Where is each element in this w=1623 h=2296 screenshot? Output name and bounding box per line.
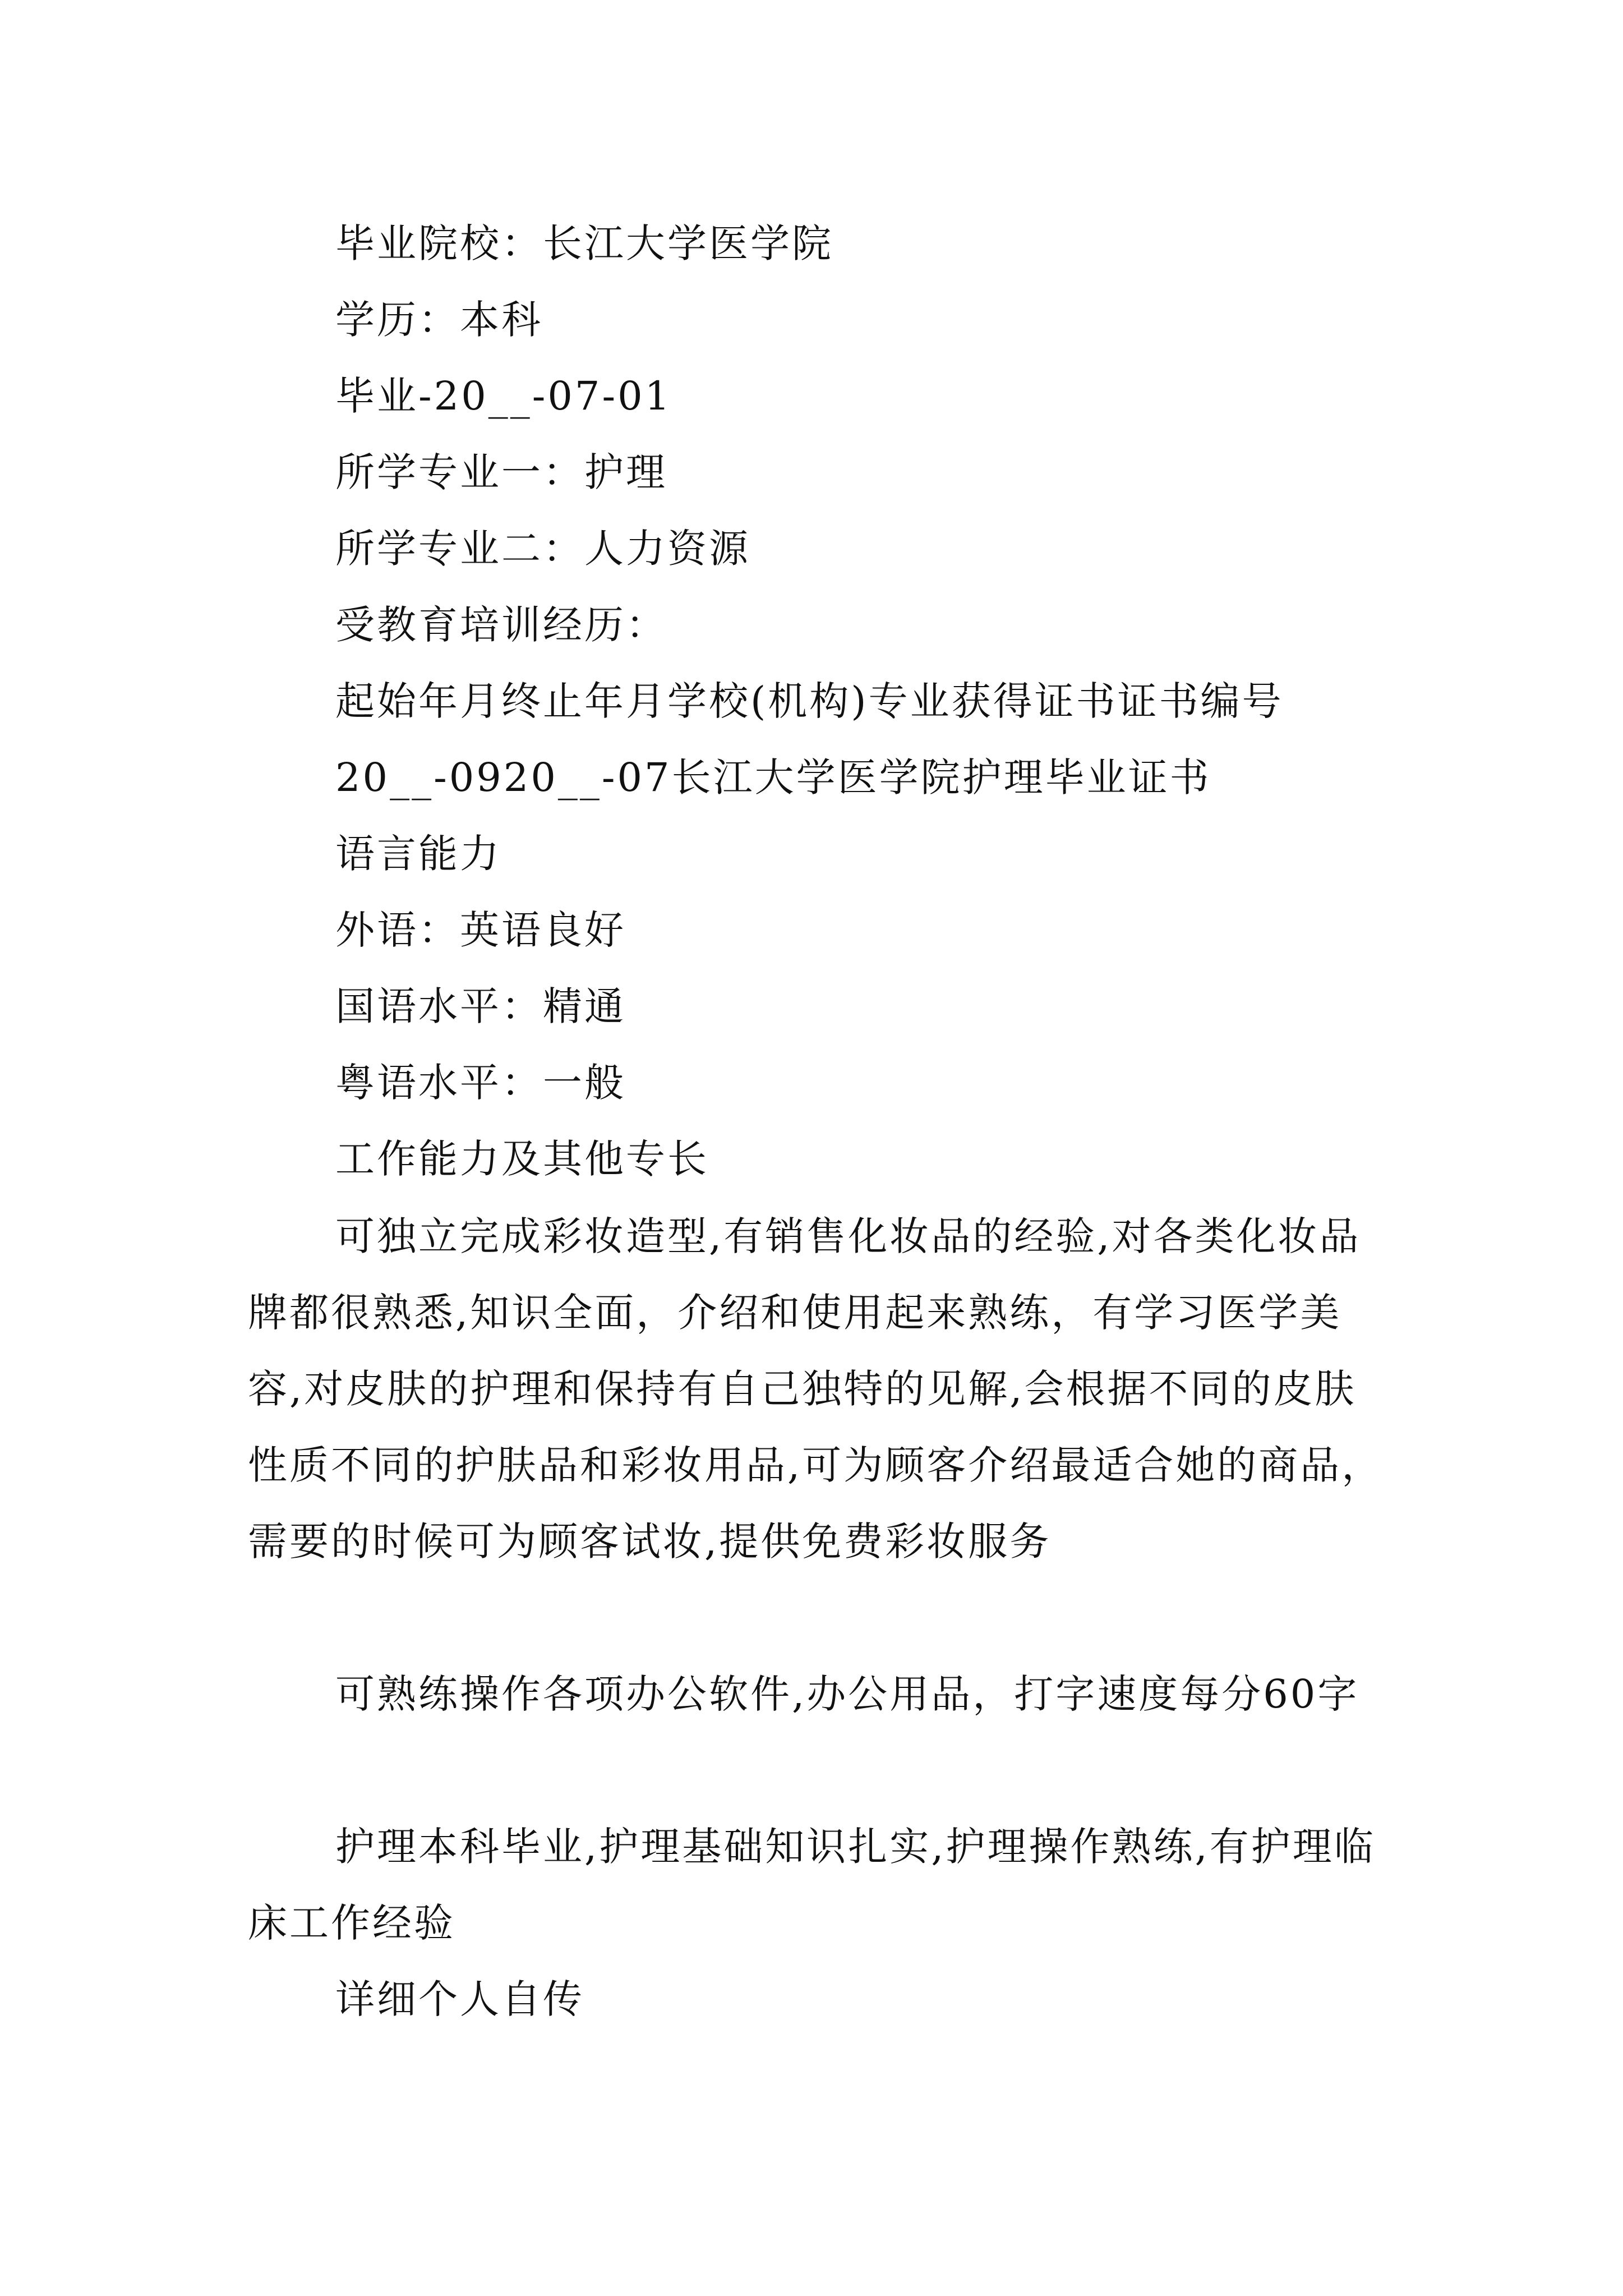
language-heading: 语言能力	[335, 831, 501, 877]
foreign-language-line: 外语：英语良好	[335, 907, 626, 953]
major-two-line: 所学专业二：人力资源	[335, 526, 750, 572]
graduation-date-line: 毕业-20__-07-01	[335, 373, 672, 419]
skills-paragraph-cosmetics: 可独立完成彩妆造型,有销售化妆品的经验,对各类化妆品牌都很熟悉,知识全面，介绍和使用起来熟练，有学习医学美容,对皮肤的护理和保持有自己独特的见解,会根据不同的皮肤性质不同的护肤品和彩妆用品,可为顾客介绍最适合她的商品，需要的时候可为顾客试妆,提供免费彩妆服务	[248, 1213, 1384, 1565]
mandarin-level-line: 国语水平：精通	[335, 983, 626, 1029]
cantonese-level-line: 粤语水平：一般	[335, 1060, 626, 1106]
major-one-line: 所学专业一：护理	[335, 449, 667, 495]
education-level-line: 学历：本科	[335, 297, 543, 343]
autobiography-heading: 详细个人自传	[335, 1976, 584, 2022]
training-record: 20__-0920__-07长江大学医学院护理毕业证书	[335, 754, 1211, 800]
graduate-school-line: 毕业院校：长江大学医学院	[335, 220, 833, 266]
training-table-header: 起始年月终止年月学校(机构)专业获得证书证书编号	[335, 678, 1284, 724]
skills-paragraph-office: 可熟练操作各项办公软件,办公用品，打字速度每分60字	[335, 1671, 1359, 1717]
training-heading: 受教育培训经历：	[335, 602, 667, 648]
skills-heading: 工作能力及其他专长	[335, 1136, 709, 1182]
skills-paragraph-nursing: 护理本科毕业,护理基础知识扎实,护理操作熟练,有护理临床工作经验	[248, 1824, 1376, 1946]
